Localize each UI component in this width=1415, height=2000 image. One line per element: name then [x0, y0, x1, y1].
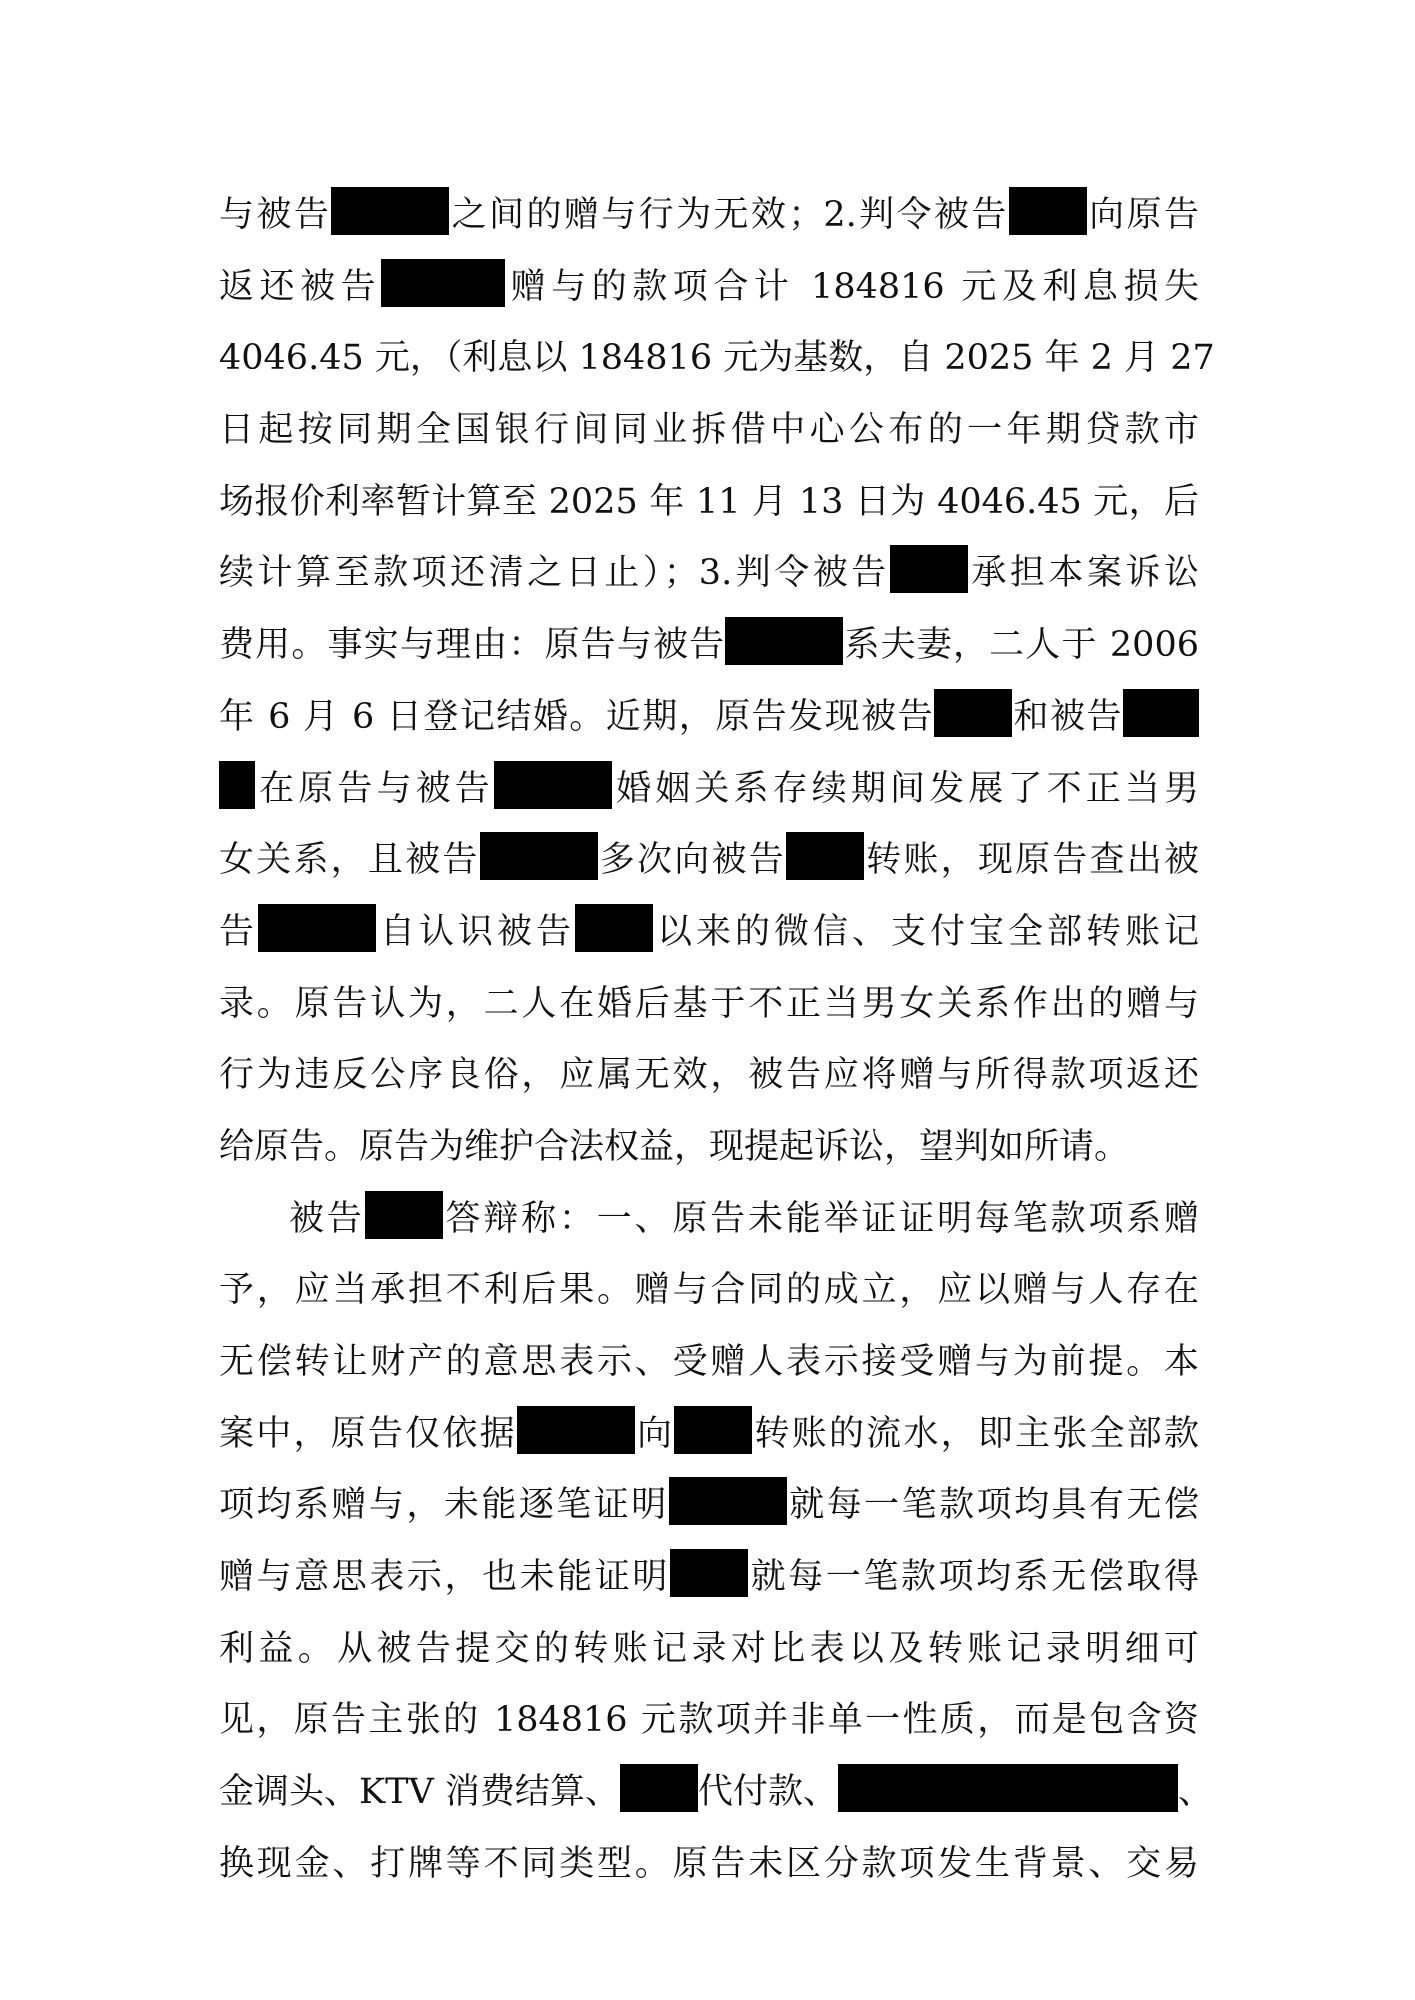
text-segment: 婚姻关系存续期间发展了不正当男 — [611, 768, 1199, 809]
text-segment: 无偿转让财产的意思表示、受赠人表示接受赠与为前提。本 — [219, 1342, 1199, 1382]
text-segment: 换现金、打牌等不同类型。原告未区分款项发生背景、交易 — [219, 1843, 1199, 1884]
redaction-block — [669, 1477, 787, 1525]
text-line — [219, 538, 1199, 610]
text-line — [219, 1614, 1199, 1686]
redaction-block — [381, 259, 505, 307]
redaction-block — [670, 1549, 748, 1597]
text-line — [219, 825, 1199, 897]
text-line — [219, 1542, 1199, 1614]
text-segment: 女关系，且被告 — [219, 840, 480, 881]
text-segment: 在原告与被告 — [255, 768, 494, 809]
text-line — [219, 1685, 1199, 1757]
redaction-block — [725, 617, 843, 665]
text-line — [219, 682, 1199, 754]
text-segment: 利益。从被告提交的转账记录对比表以及转账记录明细可 — [219, 1628, 1199, 1669]
redaction-block — [575, 904, 653, 952]
text-segment: 项均系赠与，未能逐笔证明 — [219, 1485, 669, 1526]
text-segment: 答辩称：一、原告未能举证证明每笔款项系赠 — [442, 1198, 1199, 1239]
text-line — [219, 1470, 1199, 1542]
text-segment: 承担本案诉讼 — [967, 553, 1199, 594]
text-segment: 返还被告 — [219, 266, 382, 307]
text-segment: 转账的流水，即主张全部款 — [752, 1413, 1199, 1454]
text-line — [219, 1184, 1199, 1256]
text-segment: 场报价利率暂计算至 2025 年 11 月 13 日为 4046.45 元，后 — [219, 481, 1199, 522]
redaction-block — [480, 832, 598, 880]
text-line — [219, 1757, 1213, 1829]
text-segment: 4046.45 元，（利息以 184816 元为基数，自 2025 年 2 月 27 — [219, 338, 1215, 379]
redaction-block — [786, 832, 864, 880]
redaction-block — [365, 1191, 443, 1239]
text-segment: 代付款、 — [697, 1772, 838, 1813]
text-segment: 转账，现原告查出被 — [863, 840, 1199, 881]
redaction-block — [517, 1406, 635, 1454]
text-line — [219, 1327, 1199, 1399]
text-segment: 多次向被告 — [597, 840, 786, 881]
redaction-block — [1123, 689, 1199, 737]
redaction-block — [494, 761, 612, 809]
text-segment: 自认识被告 — [376, 911, 575, 952]
redaction-block — [258, 904, 376, 952]
redaction-block — [219, 761, 255, 809]
text-line — [219, 610, 1199, 682]
text-line — [219, 1112, 1199, 1184]
text-segment: 见，原告主张的 184816 元款项并非单一性质，而是包含资 — [219, 1700, 1199, 1741]
text-line — [219, 1829, 1199, 1901]
text-line — [219, 754, 1199, 826]
document-body — [219, 180, 1215, 1901]
redaction-block — [620, 1764, 698, 1812]
text-line — [219, 180, 1199, 252]
text-segment: 、 — [1177, 1772, 1213, 1813]
text-line — [219, 467, 1199, 539]
text-segment: 日起按同期全国银行间同业拆借中心公布的一年期贷款市 — [219, 410, 1199, 451]
redaction-block — [838, 1764, 1178, 1812]
text-segment: 与被告 — [219, 195, 332, 235]
text-line — [219, 395, 1199, 467]
text-segment: 费用。事实与理由：原告与被告 — [219, 625, 726, 666]
text-segment: 被告 — [289, 1198, 365, 1239]
redaction-block — [1009, 187, 1087, 235]
text-segment: 赠与的款项合计 184816 元及利息损失 — [505, 266, 1199, 307]
text-segment: 告 — [219, 911, 258, 952]
text-segment: 就每一笔款项均系无偿取得 — [748, 1557, 1199, 1598]
text-segment: 系夫妻，二人于 2006 — [843, 625, 1199, 666]
text-line — [219, 323, 1215, 395]
text-line — [219, 1255, 1199, 1327]
text-segment: 予，应当承担不利后果。赠与合同的成立，应以赠与人存在 — [219, 1270, 1199, 1311]
text-segment: 年 6 月 6 日登记结婚。近期，原告发现被告 — [219, 696, 935, 737]
text-segment: 案中，原告仅依据 — [219, 1413, 517, 1454]
text-segment: 和被告 — [1012, 696, 1123, 737]
text-line — [219, 969, 1199, 1041]
text-segment: 以来的微信、支付宝全部转账记 — [653, 911, 1199, 952]
text-segment: 赠与意思表示，也未能证明 — [219, 1557, 670, 1598]
redaction-block — [674, 1406, 752, 1454]
text-segment: 续计算至款项还清之日止）；3.判令被告 — [219, 553, 890, 594]
text-line — [219, 252, 1199, 324]
text-line — [219, 1399, 1199, 1471]
redaction-block — [331, 187, 449, 235]
text-segment: 给原告。原告为维护合法权益，现提起诉讼，望判如所请。 — [219, 1126, 1130, 1167]
text-segment: 录。原告认为，二人在婚后基于不正当男女关系作出的赠与 — [219, 983, 1199, 1024]
text-segment: 向 — [634, 1413, 675, 1454]
text-segment: 就每一笔款项均具有无偿 — [786, 1485, 1199, 1526]
text-segment: 向原告 — [1086, 195, 1199, 235]
redaction-block — [890, 545, 968, 593]
text-segment: 行为违反公序良俗，应属无效，被告应将赠与所得款项返还 — [219, 1055, 1199, 1096]
text-line — [219, 897, 1199, 969]
text-segment: 之间的赠与行为无效；2.判令被告 — [449, 195, 1009, 235]
text-segment: 金调头、KTV 消费结算、 — [219, 1772, 620, 1813]
text-line — [219, 1040, 1199, 1112]
redaction-block — [934, 689, 1012, 737]
